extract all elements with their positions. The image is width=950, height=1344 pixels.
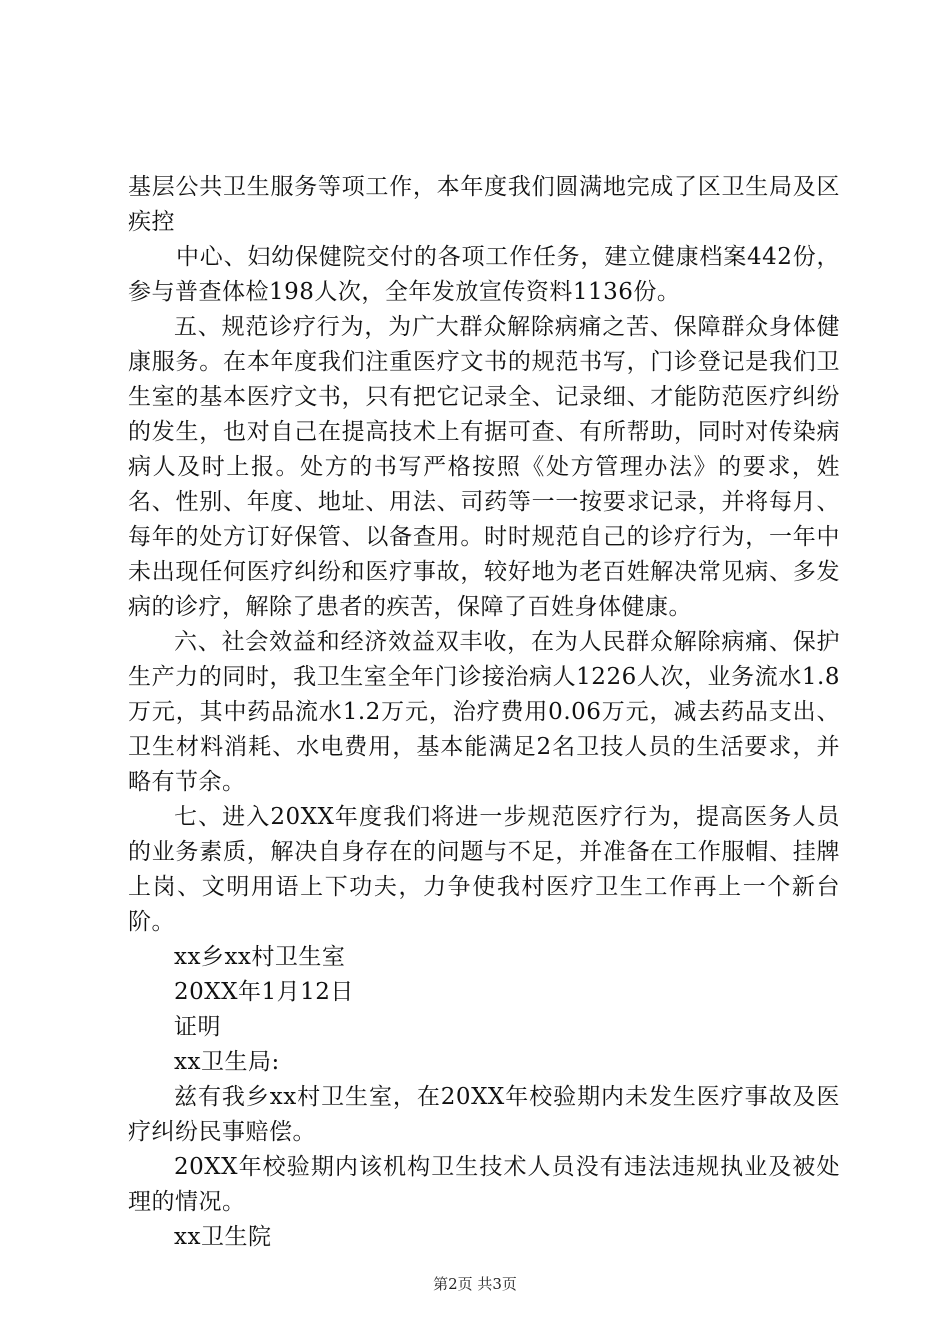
certificate-statement-2: 20XX年校验期内该机构卫生技术人员没有违法违规执业及被处理的情况。 [128, 1154, 840, 1215]
certificate-recipient: xx卫生局: [174, 1049, 280, 1075]
paragraph-section-five: 五、规范诊疗行为，为广大群众解除病痛之苦、保障群众身体健康服务。在本年度我们注重医疗文书的规范书写，门诊登记是我们卫生室的基本医疗文书，只有把它记录全、记录细、才能防范医疗纠纷的发生，也对自己在提高技术上有据可查、有所帮助，同时对传染病病人及时上报。处方的书写严格按照《处方管理办法》的要求，姓名、性别、年度、地址、用法、司药等一一按要求记录，并将每月、每年的处方订好保管、以备查用。时时规范自己的诊疗行为，一年中未出现任何医疗纠纷和医疗事故，较好地为老百姓解决常见病、多发病的诊疗，解除了患者的疾苦，保障了百姓身体健康。 [128, 314, 840, 620]
paragraph-continuation: 基层公共卫生服务等项工作，本年度我们圆满地完成了区卫生局及区疾控 [128, 174, 840, 235]
paragraph-section-seven: 七、进入20XX年度我们将进一步规范医疗行为，提高医务人员的业务素质，解决自身存在的问题与不足，并准备在工作服帽、挂牌上岗、文明用语上下功夫，力争使我村医疗卫生工作再上一个新台阶。 [128, 804, 840, 935]
certificate-issuer: xx卫生院 [174, 1224, 272, 1250]
signature-date: 20XX年1月12日 [174, 979, 354, 1005]
certificate-statement-1: 兹有我乡xx村卫生室，在20XX年校验期内未发生医疗事故及医疗纠纷民事赔偿。 [128, 1084, 840, 1145]
paragraph-section-six: 六、社会效益和经济效益双丰收，在为人民群众解除病痛、保护生产力的同时，我卫生室全年门诊接治病人1226人次，业务流水1.8万元，其中药品流水1.2万元，治疗费用0.06万元，减去药品支出、卫生材料消耗、水电费用，基本能满足2名卫技人员的生活要求，并略有节余。 [128, 629, 840, 795]
certificate-title: 证明 [174, 1014, 221, 1040]
paragraph-tasks: 中心、妇幼保健院交付的各项工作任务，建立健康档案442份，参与普查体检198人次，全年发放宣传资料1136份。 [128, 244, 840, 305]
page-number-footer: 第2页 共3页 [433, 1275, 517, 1293]
signature-clinic: xx乡xx村卫生室 [174, 944, 346, 970]
document-body [128, 170, 840, 1255]
